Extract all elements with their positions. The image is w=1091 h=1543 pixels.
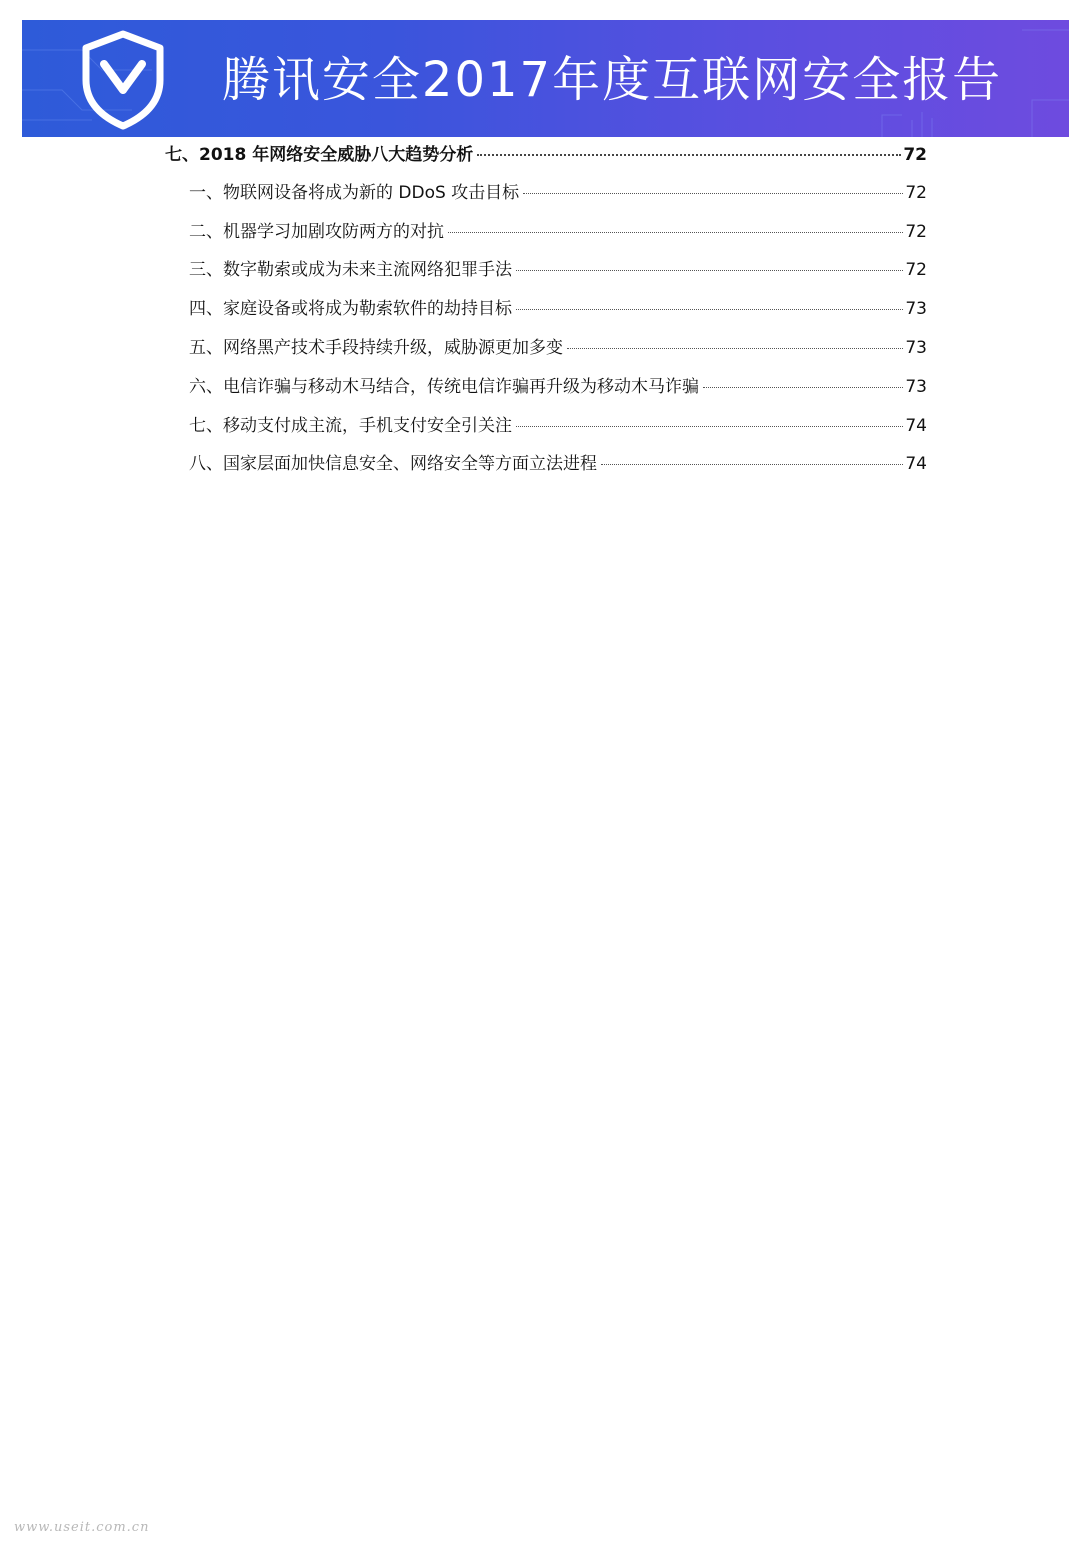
toc-item-label: 三、数字勒索或成为未来主流网络犯罪手法 [189,260,512,280]
toc-item-page: 74 [905,454,927,474]
toc-chapter-label: 七、2018 年网络安全威胁八大趋势分析 [165,145,474,165]
tencent-security-shield-icon [80,30,166,130]
toc-item-page: 73 [905,299,927,319]
toc-item[interactable] [189,178,927,208]
dot-leader [477,154,901,156]
toc-item[interactable] [189,411,927,441]
report-title: 腾讯安全2017年度互联网安全报告 [221,52,1003,108]
dot-leader [516,270,903,271]
dot-leader [703,387,903,388]
dot-leader [448,232,903,233]
watermark: www.useit.com.cn [14,1520,150,1535]
toc-item-page: 72 [905,183,927,203]
toc-item-label: 七、移动支付成主流，手机支付安全引关注 [189,416,512,436]
toc-item[interactable] [189,333,927,363]
dot-leader [516,309,903,310]
dot-leader [523,193,903,194]
toc-item[interactable] [189,255,927,285]
toc-item-label: 一、物联网设备将成为新的 DDoS 攻击目标 [189,183,520,203]
dot-leader [601,464,903,465]
toc-item[interactable] [189,449,927,479]
toc-item-label: 八、国家层面加快信息安全、网络安全等方面立法进程 [189,454,597,474]
toc-item[interactable] [189,217,927,247]
toc-item-label: 五、网络黑产技术手段持续升级，威胁源更加多变 [189,338,563,358]
toc-item-label: 六、电信诈骗与移动木马结合，传统电信诈骗再升级为移动木马诈骗 [189,377,699,397]
toc-item[interactable] [189,372,927,402]
report-header-banner [22,20,1069,137]
toc-item[interactable] [189,294,927,324]
toc-item-page: 73 [905,377,927,397]
toc-chapter-page: 72 [903,145,927,165]
toc-item-page: 74 [905,416,927,436]
toc-item-page: 73 [905,338,927,358]
dot-leader [516,426,903,427]
toc-item-page: 72 [905,222,927,242]
toc-chapter-row[interactable] [165,140,927,170]
dot-leader [567,348,903,349]
toc-item-label: 二、机器学习加剧攻防两方的对抗 [189,222,444,242]
toc-item-page: 72 [905,260,927,280]
toc-item-label: 四、家庭设备或将成为勒索软件的劫持目标 [189,299,512,319]
